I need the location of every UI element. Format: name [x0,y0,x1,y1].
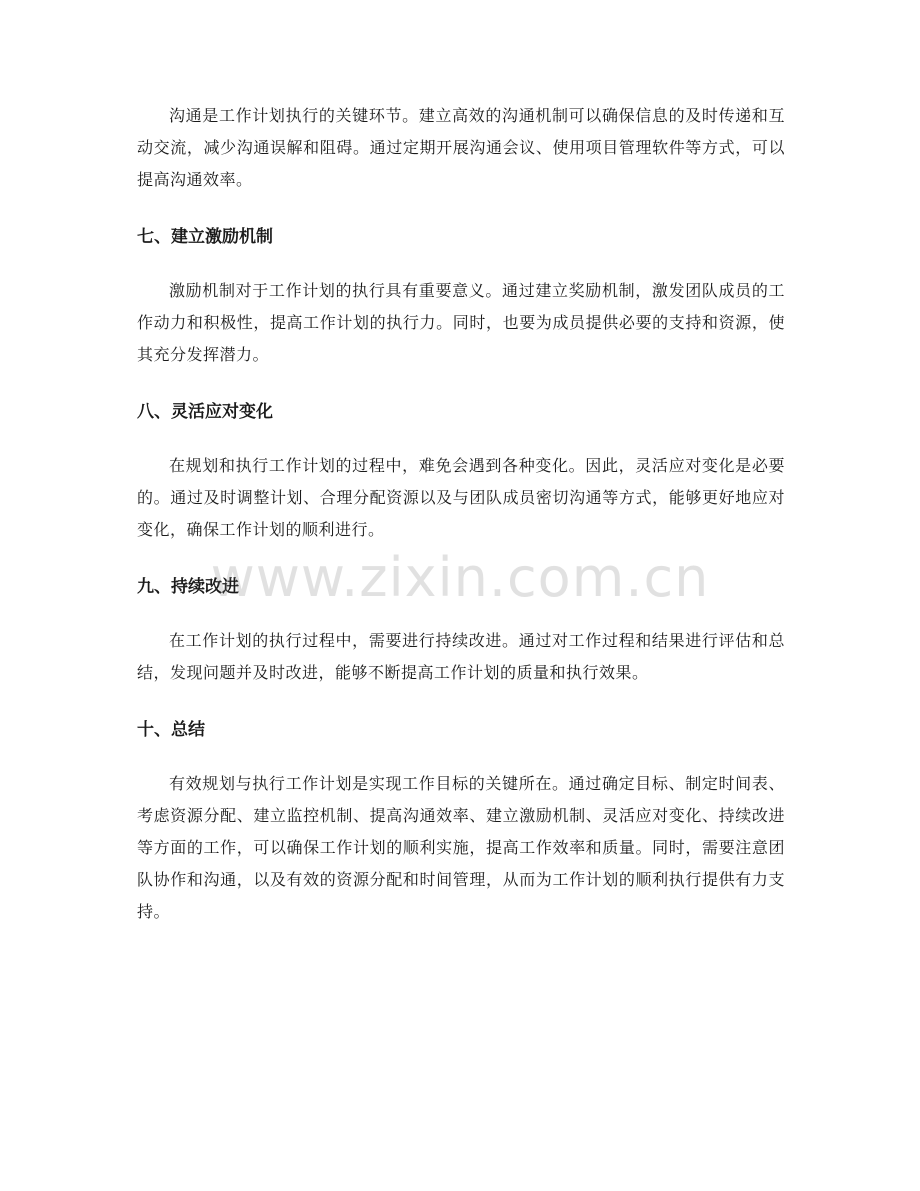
document-body [137,100,785,928]
heading-incentive-mechanism: 七、建立激励机制 [137,227,273,247]
paragraph-incentive-mechanism: 激励机制对于工作计划的执行具有重要意义。通过建立奖励机制，激发团队成员的工作动力和积极性，提高工作计划的执行力。同时，也要为成员提供必要的支持和资源，使其充分发挥潜力。 [137,281,785,364]
paragraph-continuous-improvement: 在工作计划的执行过程中，需要进行持续改进。通过对工作过程和结果进行评估和总结，发现问题并及时改进，能够不断提高工作计划的质量和执行效果。 [137,631,785,682]
heading-continuous-improvement: 九、持续改进 [137,577,239,597]
heading-flexible-response: 八、灵活应对变化 [137,402,273,422]
heading-summary: 十、总结 [137,720,205,740]
paragraph-communication: 沟通是工作计划执行的关键环节。建立高效的沟通机制可以确保信息的及时传递和互动交流，减少沟通误解和阻碍。通过定期开展沟通会议、使用项目管理软件等方式，可以提高沟通效率。 [137,106,785,189]
paragraph-flexible-response: 在规划和执行工作计划的过程中，难免会遇到各种变化。因此，灵活应对变化是必要的。通过及时调整计划、合理分配资源以及与团队成员密切沟通等方式，能够更好地应对变化，确保工作计划的顺利进行。 [137,456,785,539]
paragraph-summary: 有效规划与执行工作计划是实现工作目标的关键所在。通过确定目标、制定时间表、考虑资源分配、建立监控机制、提高沟通效率、建立激励机制、灵活应对变化、持续改进等方面的工作，可以确保工作计划的顺利实施，提高工作效率和质量。同时，需要注意团队协作和沟通，以及有效的资源分配和时间管理，从而为工作计划的顺利执行提供有力支持。 [137,774,785,921]
watermark-text: www.zixin.com.cn [210,546,710,609]
